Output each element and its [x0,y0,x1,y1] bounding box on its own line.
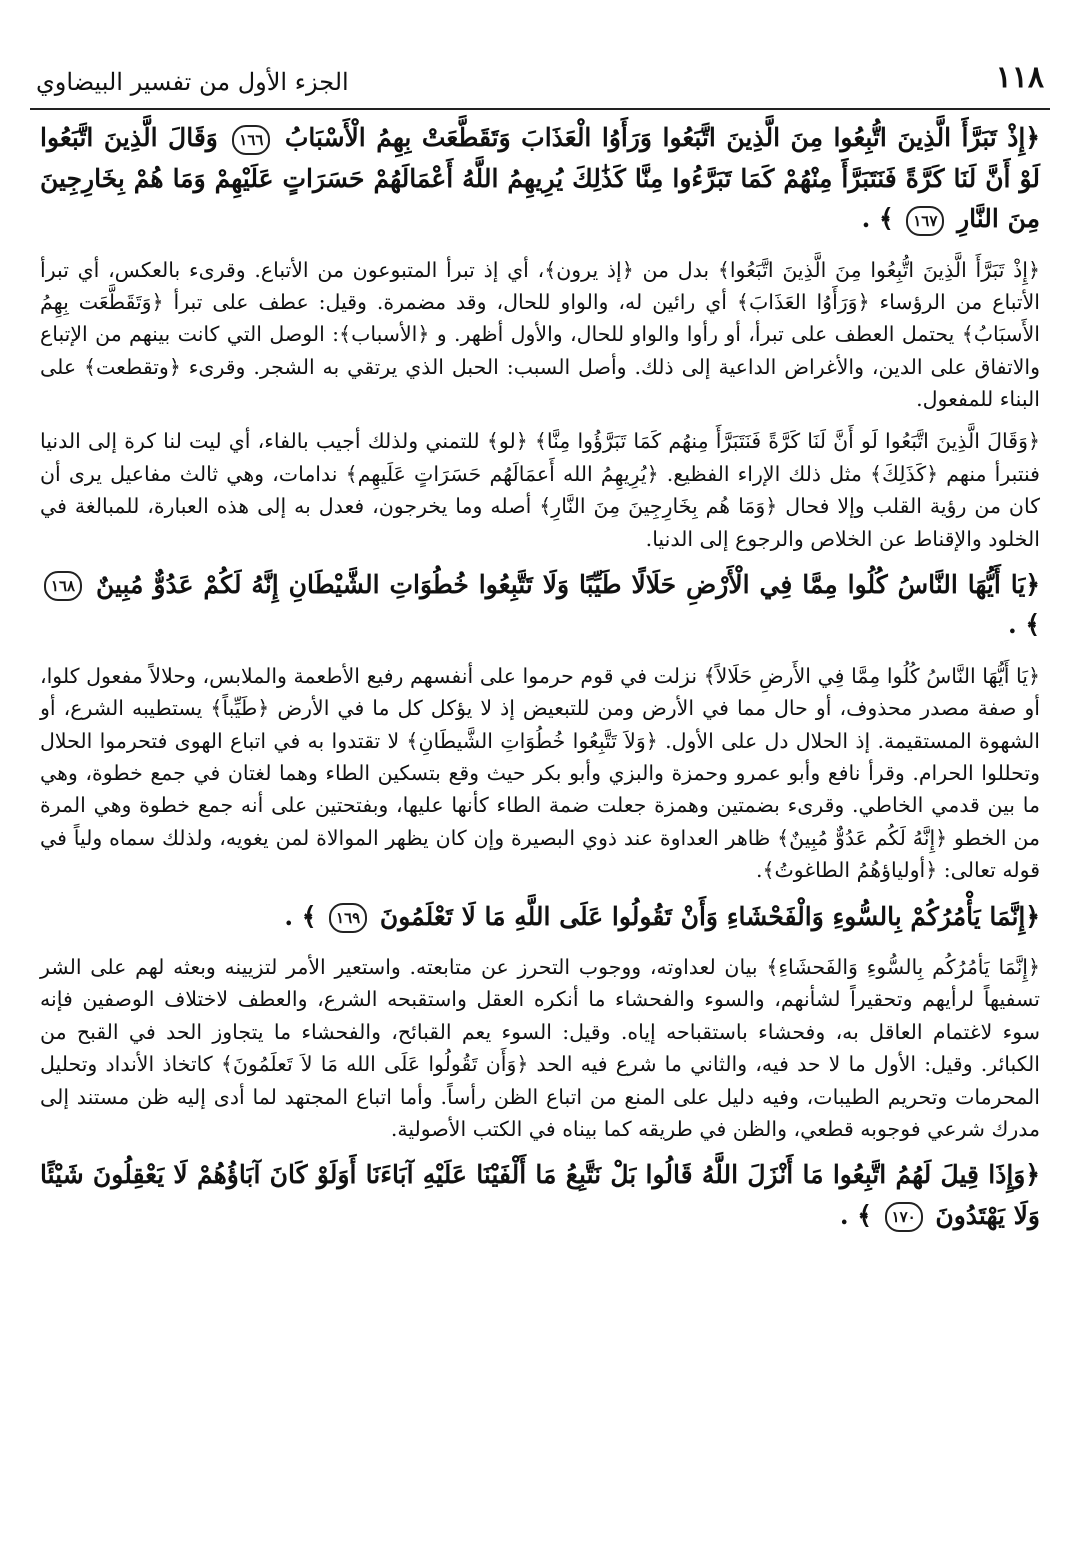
running-title: الجزء الأول من تفسير البيضاوي [36,68,349,96]
quran-text: ﴿وَإِذَا قِيلَ لَهُمُ اتَّبِعُوا مَا أَنْزَلَ اللَّهُ قَالُوا بَلْ نَتَّبِعُ مَا أَلْفَيْنَا عَلَيْهِ آبَاءَنَا أَوَلَوْ كَانَ آبَاؤُهُمْ لَا يَعْقِلُونَ شَيْئًا وَلَا يَهْتَدُونَ [40,1160,1040,1230]
ayah-number-marker: ١٦٨ [44,571,82,601]
ayah-number-marker: ١٧٠ [885,1202,923,1232]
page-content [40,118,1040,1518]
quran-closing-bracket: ﴾ . [1007,610,1040,640]
page-header [30,60,1050,110]
ayah-number-marker: ١٦٦ [232,125,270,155]
quran-text: ﴿يَا أَيُّهَا النَّاسُ كُلُوا مِمَّا فِي الْأَرْضِ حَلَالًا طَيِّبًا وَلَا تَتَّبِعُوا خُطُوَاتِ الشَّيْطَانِ إِنَّهُ لَكُمْ عَدُوٌّ مُبِينٌ [95,569,1040,599]
quran-verse-block [40,565,1040,646]
quran-text: ﴿إِذْ تَبَرَّأَ الَّذِينَ اتُّبِعُوا مِنَ الَّذِينَ اتَّبَعُوا وَرَأَوُا الْعَذَابَ وَتَقَطَّعَتْ بِهِمُ الْأَسْبَابُ [284,123,1040,152]
quran-closing-bracket: ﴾ . [861,204,894,233]
quran-closing-bracket: ﴾ . [839,1200,872,1230]
tafsir-paragraph: ﴿وَقَالَ الَّذِينَ اتَّبَعُوا لَو أَنَّ لَنَا كَرَّةً فَنَتَبَرَّأَ مِنهُم كَمَا تَبَرَّؤُوا مِنَّا﴾ ﴿لو﴾ للتمني ولذلك أجيب بالفاء، أي ليت لنا كرة إلى الدنيا فنتبرأ منهم ﴿كَذَلِكَ﴾ مثل ذلك الإراء الفظيع. ﴿يُرِيهِمُ الله أَعمَالَهُم حَسَرَاتٍ عَلَيهِم﴾ ندامات، وهي ثالث مفاعيل يرى أن كان من رؤية القلب وإلا فحال ﴿وَمَا هُم بِخَارِجِينَ مِنَ النَّارِ﴾ أصله وما يخرجون، فعدل به إلى هذه العبارة، للمبالغة في الخلود والإقناط عن الخلاص والرجوع إلى الدنيا. [40,429,1040,551]
tafsir-paragraph: ﴿إِذْ تَبَرَّأَ الَّذِينَ اتُّبِعُوا مِنَ الَّذِينَ اتَّبَعُوا﴾ بدل من ﴿إذ يرون﴾، أي إذ تبرأ المتبوعون من الأتباع. وقرىء بالعكس، أي تبرأ الأتباع من الرؤساء ﴿وَرَأَوُا العَذَابَ﴾ أي رائين له، والواو للحال، وقد مضمرة. وقيل: عطف على تبرأ ﴿وَتَقَطَّعَت بِهِمُ الأَسبَابُ﴾ يحتمل العطف على تبرأ، أو رأوا والواو للحال، والأول أظهر. و ﴿الأسباب﴾: الوصل التي كانت بينهم من الإتباع والاتفاق على الدين، والأغراض الداعية إلى ذلك. وأصل السبب: الحبل الذي يرتقي به الشجر. وقرىء ﴿وتقطعت﴾ على البناء للمفعول. [40,257,1040,411]
tafsir-paragraph: ﴿إِنَّمَا يَأمُرُكُم بِالسُّوءِ وَالفَحشَاءِ﴾ بيان لعداوته، ووجوب التحرز عن متابعته. واستعير الأمر لتزيينه وبعثه لهم على الشر تسفيهاً لرأيهم وتحقيراً لشأنهم، والسوء والفحشاء ما أنكره العقل واستقبحه الشرع، والعطف لاختلاف الوصفين فإنه سوء لاغتمام العاقل به، وفحشاء باستقباحه إياه. وقيل: السوء يعم القبائح، والفحشاء ما يتجاوز الحد في القبح من الكبائر. وقيل: الأول ما لا حد فيه، والثاني ما شرع فيه الحد ﴿وَأَن تَقُولُوا عَلَى الله مَا لاَ تَعلَمُونَ﴾ كاتخاذ الأنداد وتحليل المحرمات وتحريم الطيبات، وفيه دليل على المنع من اتباع الظن رأساً. وأما اتباع المجتهد لما أدى إليه ظن مستند إلى مدرك شرعي فوجوبه قطعي، والظن في طريقه كما بيناه في الكتب الأصولية. [40,955,1040,1141]
quran-text-continued: وَقَالَ الَّذِينَ اتَّبَعُوا لَوْ أَنَّ لَنَا كَرَّةً فَنَتَبَرَّأَ مِنْهُمْ كَمَا تَبَرَّءُوا مِنَّا كَذَٰلِكَ يُرِيهِمُ اللَّهُ أَعْمَالَهُمْ حَسَرَاتٍ عَلَيْهِمْ وَمَا هُمْ بِخَارِجِينَ مِنَ النَّارِ [40,123,1040,233]
ayah-number-marker: ١٦٧ [906,206,944,236]
tafsir-paragraph: ﴿يَا أَيُّهَا النَّاسُ كُلُوا مِمَّا فِي الأَرضِ حَلَالاً﴾ نزلت في قوم حرموا على أنفسهم رفيع الأطعمة والملابس، وحلالاً مفعول كلوا، أو صفة مصدر محذوف، أو حال مما في الأرض ومن للتبعيض إذ لا يؤكل كل ما في الأرض ﴿طَيِّباً﴾ يستطيبه الشرع، أو الشهوة المستقيمة. إذ الحلال دل على الأول. ﴿وَلاَ تَتَّبِعُوا خُطُوَاتِ الشَّيطَانِ﴾ لا تقتدوا به في اتباع الهوى فتحرموا الحلال وتحللوا الحرام. وقرأ نافع وأبو عمرو وحمزة والبزي وأبو بكر حيث وقع بتسكين الطاء وهما لغتان في جمع خطوة، وهي ما بين قدمي الخاطي. وقرىء بضمتين وهمزة جعلت ضمة الطاء كأنها عليها، وبفتحتين على أنه جمع خطوة وهي المرة من الخطو ﴿إِنَّهُ لَكُم عَدُوٌّ مُبِينٌ﴾ ظاهر العداوة عند ذوي البصيرة وإن كان يظهر الموالاة لمن يغويه، ولذلك سماه ولياً في قوله تعالى: ﴿أولياؤهُمُ الطاغوتُ﴾. [40,663,1040,883]
quran-closing-bracket: ﴾ . [284,901,317,931]
quran-verse-block [40,118,1040,240]
quran-verse-block [40,1155,1040,1236]
page-number: ١١٨ [995,60,1044,95]
quran-text: ﴿إِنَّمَا يَأْمُرُكُمْ بِالسُّوءِ وَالْفَحْشَاءِ وَأَنْ تَقُولُوا عَلَى اللَّهِ مَا لَا تَعْلَمُونَ [379,901,1040,931]
ayah-number-marker: ١٦٩ [329,903,367,933]
quran-verse-block [40,897,1040,938]
